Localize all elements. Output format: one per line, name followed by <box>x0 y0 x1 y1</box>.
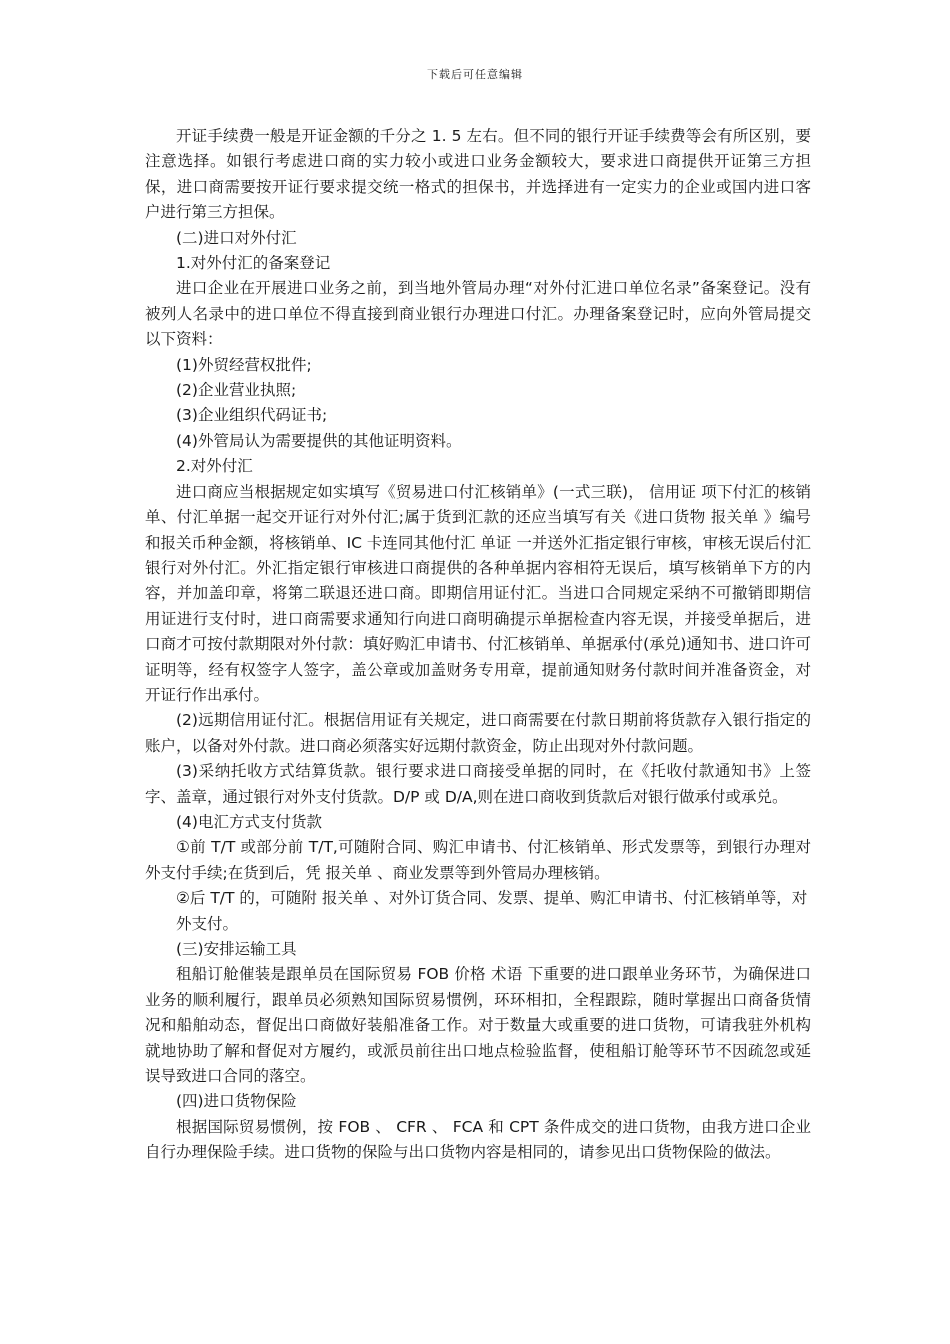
list-item: (4)外管局认为需要提供的其他证明资料。 <box>176 431 462 450</box>
list-item: (4)电汇方式支付货款 <box>176 812 322 831</box>
section-heading: (四)进口货物保险 <box>176 1092 297 1111</box>
paragraph: 根据国际贸易惯例，按 FOB 、 CFR 、 FCA 和 CPT 条件成交的进口货物，由我方进口企业自行办理保险手续。进口货物的保险与出口货物内容是相同的，请参见出口货物保险的做法。 <box>145 1117 811 1162</box>
paragraph: ①前 T/T 或部分前 T/T,可随附合同、购汇申请书、付汇核销单、形式发票等，到银行办理对外支付手续;在货到后，凭 报关单 、商业发票等到外管局办理核销。 <box>145 838 811 882</box>
list-item: (1)外贸经营权批件; <box>176 355 312 374</box>
paragraph: 开证手续费一般是开证金额的千分之 1. 5 左右。但不同的银行开证手续费等会有所区别，要注意选择。如银行考虑进口商的实力较小或进口业务金额较大，要求进口商提供开证第三方担保，进口商需要按开证行要求提交统一格式的担保书，并选择进有一定实力的企业或国内进口客户进行第三方担保。 <box>145 127 811 222</box>
paragraph: 进口企业在开展进口业务之前，到当地外管局办理“对外付汇进口单位名录”备案登记。没有被列人名录中的进口单位不得直接到商业银行办理进口付汇。办理备案登记时，应向外管局提交以下资料： <box>145 279 811 349</box>
page-header: 下载后可任意编辑 <box>427 68 523 81</box>
subsection-heading: 1.对外付汇的备案登记 <box>176 254 331 273</box>
paragraph: (3)采纳托收方式结算货款。银行要求进口商接受单据的同时，在《托收付款通知书》上签 字、盖章，通过银行对外支付货款。D/P 或 D/A,则在进口商收到货款后对银行做承付或承兑。 <box>145 762 811 806</box>
section-heading: (二)进口对外付汇 <box>176 228 297 247</box>
paragraph: 进口商应当根据规定如实填写《贸易进口付汇核销单》(一式三联)， 信用证 项下付汇的核销单、付汇单据一起交开证行对外付汇;属于货到汇款的还应当填写有关《进口货物 报关单 》编号和报关币种金额，将核销单、IC 卡连同其他付汇 单证 一并送外汇指定银行审核，审核无误后付汇银行对外付汇。外汇指定银行审核进口商提供的各种单据内容相符无误后，填写核销单下方的内容，并加盖印章，将第二联退还进口商。即期信用证付汇。当进口合同规定采纳不可撤销即期信用证进行支付时，进口商需要求通知行向进口商明确提示单据检查内容无误，并接受单据后，进口商才可按付款期限对外付款：填好购汇申请书、付汇核销单、单据承付(承兑)通知书、进口许可证明等，经有权签字人签字，盖公章或加盖财务专用章，提前通知财务付款时间并准备资金，对开证行作出承付。 <box>145 482 811 704</box>
section-heading: (三)安排运输工具 <box>176 940 297 958</box>
paragraph: 租船订舱催装是跟单员在国际贸易 FOB 价格 术语 下重要的进口跟单业务环节，为确保进口业务的顺利履行，跟单员必须熟知国际贸易惯例，环环相扣，全程跟踪，随时掌握出口商备货情况和船舶动态，督促出口商做好装船准备工作。对于数量大或重要的进口货物，可请我驻外机构就地协助了解和督促对方履约，或派员前往出口地点检验监督，使租船订舱等环节不因疏忽或延误导致进口合同的落空。 <box>145 965 811 1086</box>
list-item: (3)企业组织代码证书; <box>176 406 328 425</box>
list-item: (2)企业营业执照; <box>176 381 297 400</box>
paragraph: (2)远期信用证付汇。根据信用证有关规定，进口商需要在付款日期前将货款存入银行指定的 账户，以备对外付款。进口商必须落实好远期付款资金，防止出现对外付款问题。 <box>145 711 811 755</box>
paragraph: ②后 T/T 的，可随附 报关单 、对外订货合同、发票、提单、购汇申请书、付汇核销单等，对 <box>176 889 808 908</box>
subsection-heading: 2.对外付汇 <box>176 457 253 476</box>
document-body <box>145 124 811 1166</box>
paragraph: 外支付。 <box>176 914 239 933</box>
